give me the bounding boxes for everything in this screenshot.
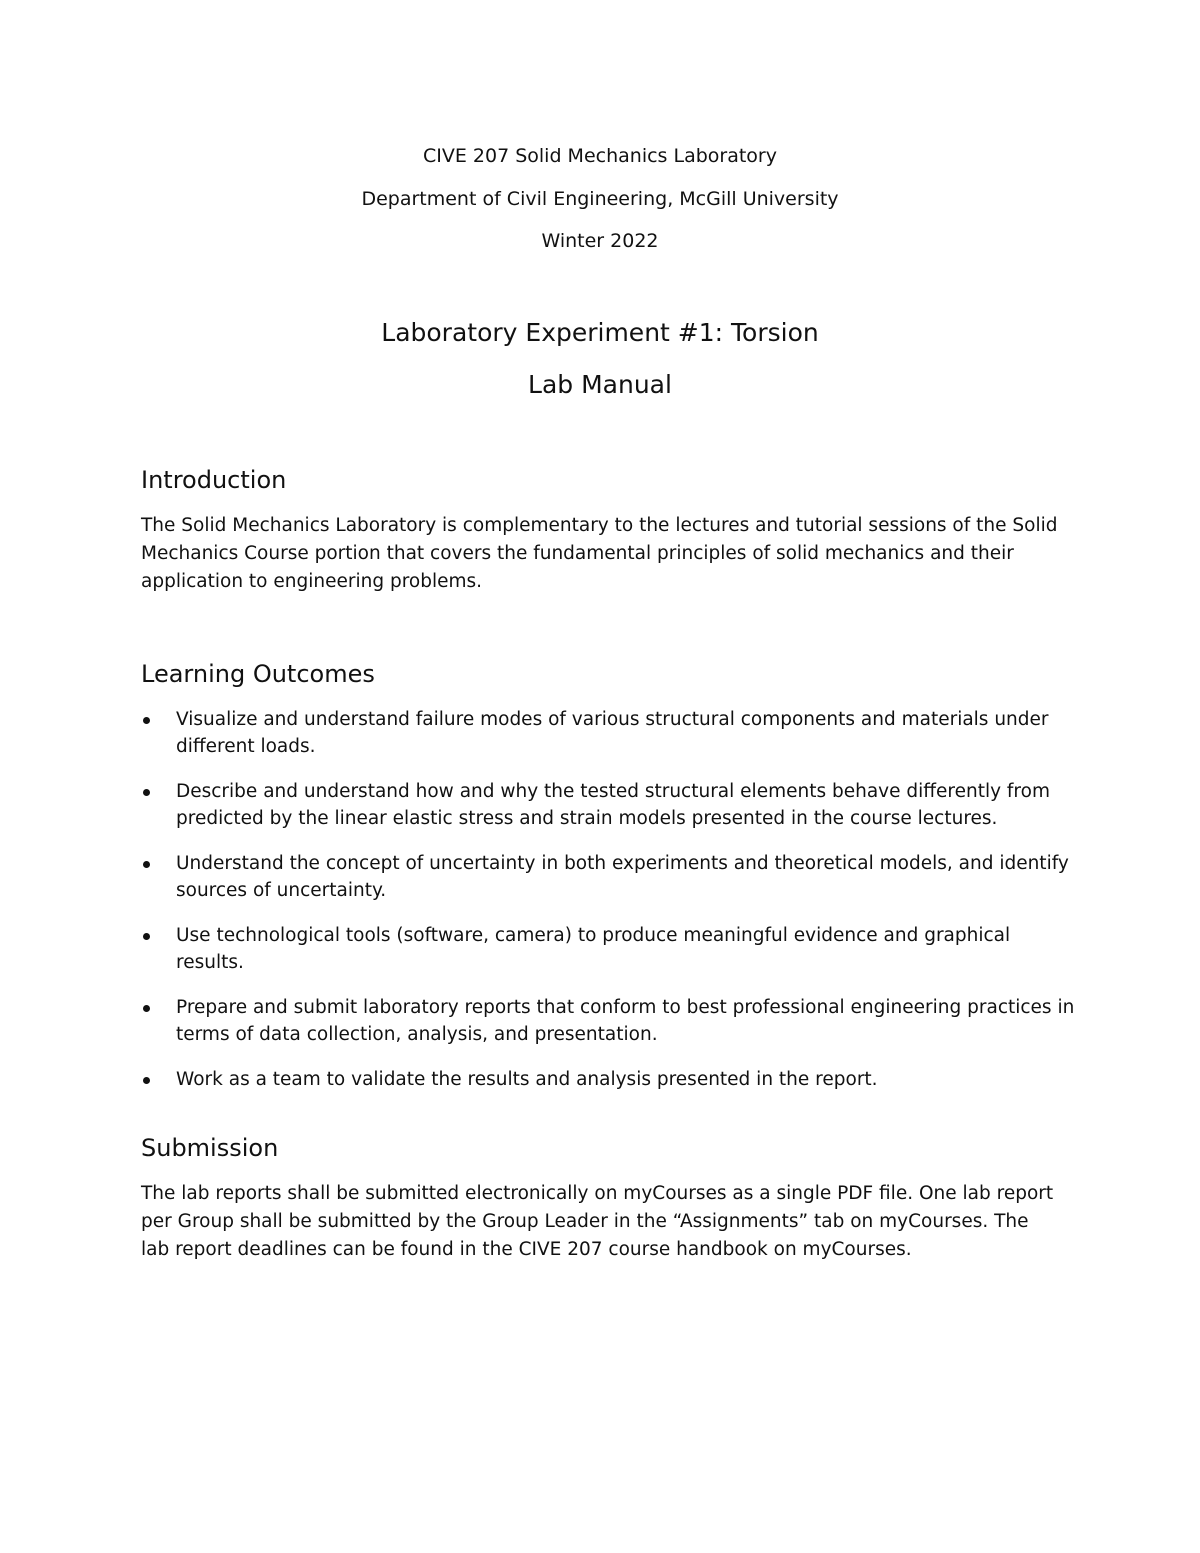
course-name: CIVE 207 Solid Mechanics Laboratory xyxy=(423,145,777,167)
department-name: Department of Civil Engineering, McGill University xyxy=(361,188,839,210)
term: Winter 2022 xyxy=(541,230,659,252)
submission-heading: Submission xyxy=(141,1134,279,1162)
list-item xyxy=(141,850,1081,904)
bullet-icon xyxy=(143,1005,150,1012)
bullet-icon xyxy=(143,789,150,796)
learning-outcomes-list xyxy=(141,706,1081,1111)
bullet-icon xyxy=(143,717,150,724)
list-item xyxy=(141,922,1081,976)
list-item-text: Visualize and understand failure modes of various structural components and materials under different loads. xyxy=(176,709,1049,757)
list-item-text: Understand the concept of uncertainty in both experiments and theoretical models, and identify sources of uncertainty. xyxy=(176,853,1069,901)
list-item xyxy=(141,994,1081,1048)
introduction-heading: Introduction xyxy=(141,466,287,494)
document-title: Laboratory Experiment #1: Torsion xyxy=(381,318,819,347)
list-item xyxy=(141,1066,1081,1093)
introduction-text: The Solid Mechanics Laboratory is complementary to the lectures and tutorial sessions of the Solid Mechanics Course portion that covers the fundamental principles of solid mechanics and their application to engineering problems. xyxy=(141,515,1058,592)
document-subtitle: Lab Manual xyxy=(528,370,672,399)
list-item xyxy=(141,706,1081,760)
learning-outcomes-heading: Learning Outcomes xyxy=(141,660,375,688)
list-item xyxy=(141,778,1081,832)
bullet-icon xyxy=(143,933,150,940)
list-item-text: Prepare and submit laboratory reports that conform to best professional engineering practices in terms of data collection, analysis, and presentation. xyxy=(176,997,1075,1045)
bullet-icon xyxy=(143,1077,150,1084)
list-item-text: Describe and understand how and why the tested structural elements behave differently from predicted by the linear elastic stress and strain models presented in the course lectures. xyxy=(176,781,1050,829)
list-item-text: Use technological tools (software, camera) to produce meaningful evidence and graphical results. xyxy=(176,925,1011,973)
submission-text: The lab reports shall be submitted electronically on myCourses as a single PDF file. One lab report per Group shall be submitted by the Group Leader in the “Assignments” tab on myCourses. The lab report deadlines can be found in the CIVE 207 course handbook on myCourses. xyxy=(141,1183,1054,1260)
bullet-icon xyxy=(143,861,150,868)
list-item-text: Work as a team to validate the results and analysis presented in the report. xyxy=(176,1069,878,1090)
